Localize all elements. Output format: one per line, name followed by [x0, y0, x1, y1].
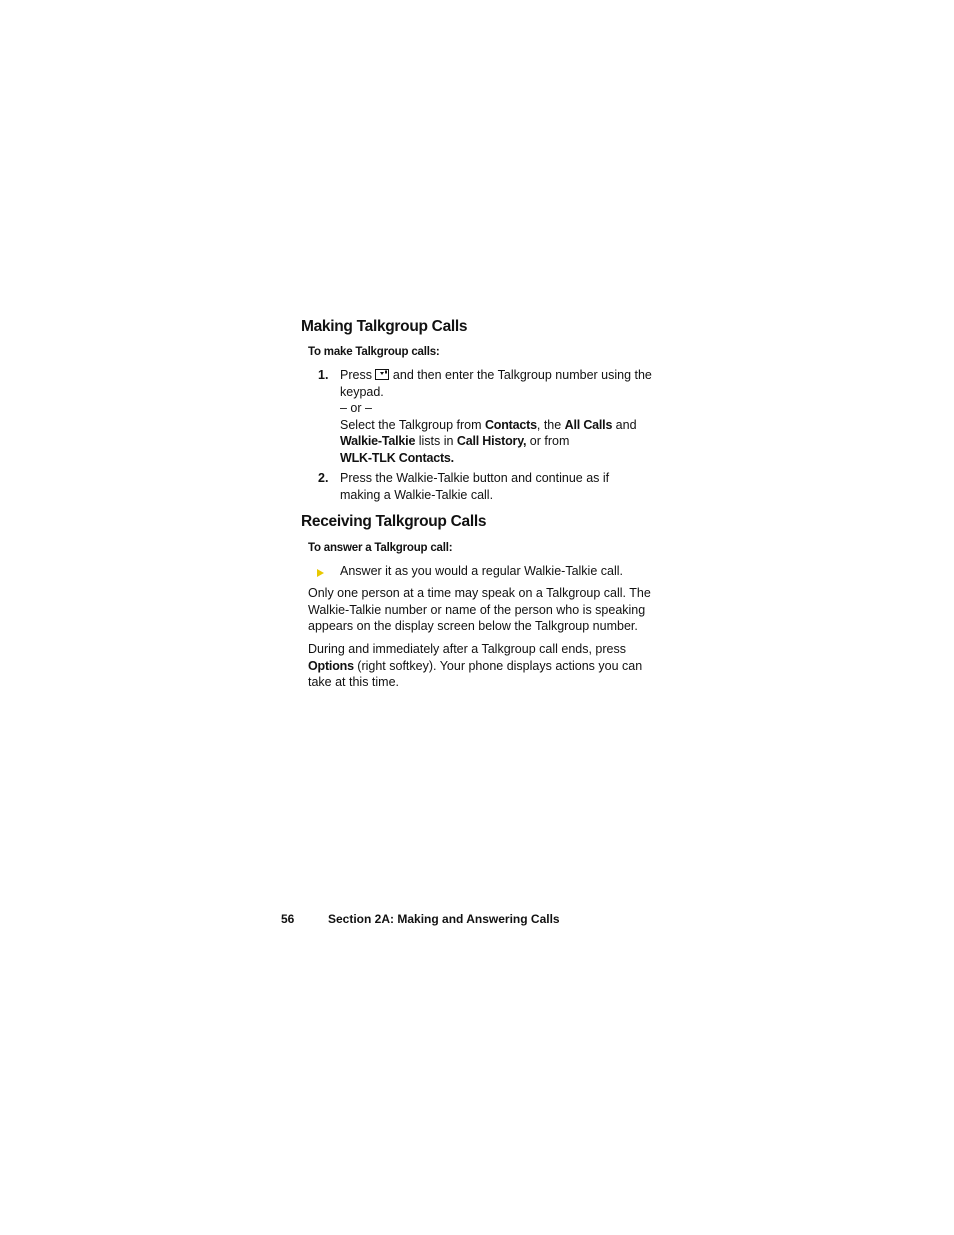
- step-1-line-6: WLK-TLK Contacts.: [340, 450, 454, 465]
- step-1-line-5: Walkie-Talkie lists in Call History, or from: [340, 434, 570, 448]
- bullet-arrow-icon: [317, 569, 324, 577]
- heading-receiving-talkgroup-calls: Receiving Talkgroup Calls: [301, 513, 487, 530]
- subheading-to-answer: To answer a Talkgroup call:: [308, 542, 453, 554]
- bullet-text: Answer it as you would a regular Walkie-Talkie call.: [340, 564, 623, 578]
- step-1-line-2: keypad.: [340, 384, 384, 399]
- paragraph-during-and-after: During and immediately after a Talkgroup call ends, press Options (right softkey). Your phone displays actions you can take at this time.: [308, 642, 643, 689]
- footer-section-title: Section 2A: Making and Answering Calls: [328, 912, 560, 926]
- step-1-line-4: Select the Talkgroup from Contacts, the All Calls and: [340, 417, 637, 432]
- page-number: 56: [281, 912, 295, 926]
- step-1-or: – or –: [340, 401, 372, 415]
- subheading-to-make: To make Talkgroup calls:: [308, 346, 440, 358]
- step-1-line-1: Press and then enter the Talkgroup number using the: [340, 368, 652, 382]
- step-2-number: 2.: [318, 471, 329, 485]
- step-2-text: Press the Walkie-Talkie button and continue as if making a Walkie-Talkie call.: [340, 471, 610, 502]
- step-1-text: [340, 367, 652, 466]
- heading-making-talkgroup-calls: Making Talkgroup Calls: [301, 318, 468, 335]
- paragraph-one-person: Only one person at a time may speak on a Talkgroup call. The Walkie-Talkie number or name of the person who is speaking appears on the display screen below the Talkgroup number.: [308, 586, 651, 633]
- step-1-number: 1.: [318, 368, 329, 382]
- walkie-talkie-key-icon: [375, 369, 389, 380]
